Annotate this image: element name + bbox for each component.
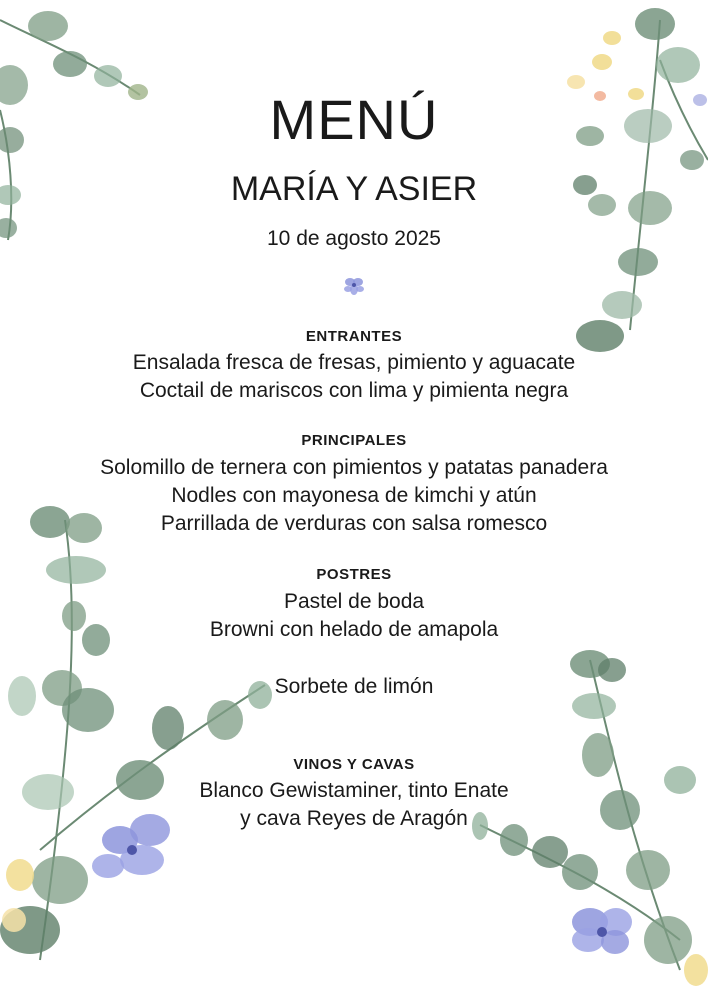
- event-date: 10 de agosto 2025: [267, 227, 441, 250]
- menu-item: Nodles con mayonesa de kimchi y atún: [171, 484, 537, 507]
- menu-item: Blanco Gewistaminer, tinto Enate: [199, 779, 509, 802]
- menu-item: y cava Reyes de Aragón: [240, 807, 468, 830]
- menu-item: Coctail de mariscos con lima y pimienta negra: [139, 379, 569, 402]
- menu-title: MENÚ: [269, 88, 439, 151]
- violet-flower-icon: [342, 274, 366, 298]
- section-heading-postres: POSTRES: [316, 566, 392, 583]
- section-heading-principales: PRINCIPALES: [301, 432, 407, 449]
- section-heading-vinos: VINOS Y CAVAS: [293, 756, 415, 773]
- menu-item: Pastel de boda: [283, 590, 425, 613]
- section-heading-entrantes: ENTRANTES: [305, 328, 403, 345]
- menu-item: Sorbete de limón: [274, 675, 434, 698]
- menu-item: Solomillo de ternera con pimientos y patatas panadera: [100, 456, 608, 479]
- couple-names: MARÍA Y ASIER: [230, 170, 478, 208]
- menu-item: Ensalada fresca de fresas, pimiento y aguacate: [132, 351, 576, 374]
- menu-item: Parrillada de verduras con salsa romesco: [160, 512, 548, 535]
- menu-item: Browni con helado de amapola: [209, 618, 499, 641]
